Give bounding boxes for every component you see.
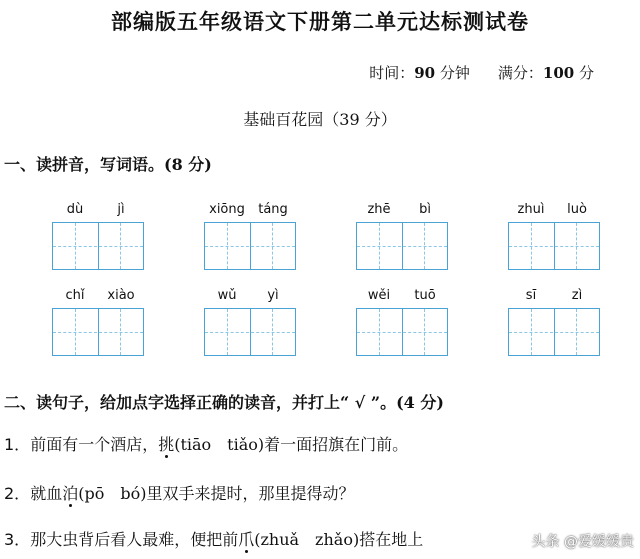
dotted-character: 爪 bbox=[238, 530, 255, 549]
pinyin-pair bbox=[508, 288, 600, 356]
pinyin-syllable: zhuì bbox=[517, 202, 545, 217]
question-options[interactable]: (zhuǎ zhǎo)搭在地上 bbox=[254, 530, 424, 549]
time-unit: 分钟 bbox=[439, 64, 470, 82]
time-value: 90 bbox=[414, 64, 436, 82]
pinyin-syllable: zì bbox=[571, 288, 583, 303]
pinyin-pair bbox=[52, 288, 144, 356]
question-text: 那大虫背后看人最难，便把前 bbox=[30, 530, 239, 549]
pinyin-syllable: yì bbox=[267, 288, 279, 303]
pinyin-syllable: zhē bbox=[367, 202, 391, 217]
pinyin-syllable: bì bbox=[419, 202, 431, 217]
writing-grid[interactable] bbox=[508, 222, 600, 270]
dotted-character: 泊 bbox=[62, 484, 79, 503]
pinyin-syllable: xiào bbox=[107, 288, 135, 303]
time-info bbox=[369, 62, 594, 83]
pinyin-syllable: sī bbox=[525, 288, 537, 303]
pinyin-syllable: jì bbox=[117, 202, 125, 217]
section-2-heading: 二、读句子，给加点字选择正确的读音，并打上“ √ ”。(4 分) bbox=[4, 393, 444, 412]
writing-grid[interactable] bbox=[52, 222, 144, 270]
pinyin-pair bbox=[52, 202, 144, 270]
pinyin-pair bbox=[356, 288, 448, 356]
time-label: 时间： bbox=[369, 64, 415, 82]
page-title: 部编版五年级语文下册第二单元达标测试卷 bbox=[111, 10, 529, 34]
question-number: 3． bbox=[4, 530, 31, 549]
pinyin-syllable: xiōng bbox=[209, 202, 245, 217]
writing-grid[interactable] bbox=[508, 308, 600, 356]
pinyin-syllable: tuō bbox=[414, 288, 436, 303]
question-number: 1． bbox=[4, 435, 31, 454]
writing-grid[interactable] bbox=[204, 308, 296, 356]
pinyin-pair bbox=[204, 202, 296, 270]
watermark: 头条 @爱缓缓贵 bbox=[531, 534, 634, 550]
question-text: 就血 bbox=[30, 484, 63, 503]
question-item bbox=[4, 481, 354, 504]
dotted-character: 挑 bbox=[158, 435, 175, 454]
writing-grid[interactable] bbox=[356, 308, 448, 356]
writing-grid[interactable] bbox=[204, 222, 296, 270]
writing-grid[interactable] bbox=[52, 308, 144, 356]
question-options[interactable]: (tiāo tiǎo)着一面招旗在门前。 bbox=[174, 435, 409, 454]
question-number: 2． bbox=[4, 484, 31, 503]
writing-grid[interactable] bbox=[356, 222, 448, 270]
pinyin-syllable: wěi bbox=[367, 288, 391, 303]
question-options[interactable]: (pō bó)里双手来提时，那里提得动？ bbox=[78, 484, 355, 503]
full-score-unit: 分 bbox=[578, 64, 594, 82]
pinyin-pair bbox=[508, 202, 600, 270]
pinyin-syllable: chǐ bbox=[65, 288, 85, 303]
subtitle: 基础百花园（39 分） bbox=[243, 110, 397, 129]
pinyin-syllable: wǔ bbox=[217, 288, 237, 303]
full-score-label: 满分： bbox=[497, 64, 543, 82]
question-text: 前面有一个酒店， bbox=[30, 435, 159, 454]
pinyin-syllable: táng bbox=[258, 202, 288, 217]
pinyin-pair bbox=[204, 288, 296, 356]
pinyin-pair bbox=[356, 202, 448, 270]
question-item bbox=[4, 432, 408, 455]
section-1-heading: 一、读拼音，写词语。(8 分) bbox=[4, 155, 212, 174]
question-item bbox=[4, 527, 423, 550]
pinyin-syllable: luò bbox=[567, 202, 587, 217]
pinyin-syllable: dù bbox=[66, 202, 84, 217]
full-score-value: 100 bbox=[542, 64, 575, 82]
